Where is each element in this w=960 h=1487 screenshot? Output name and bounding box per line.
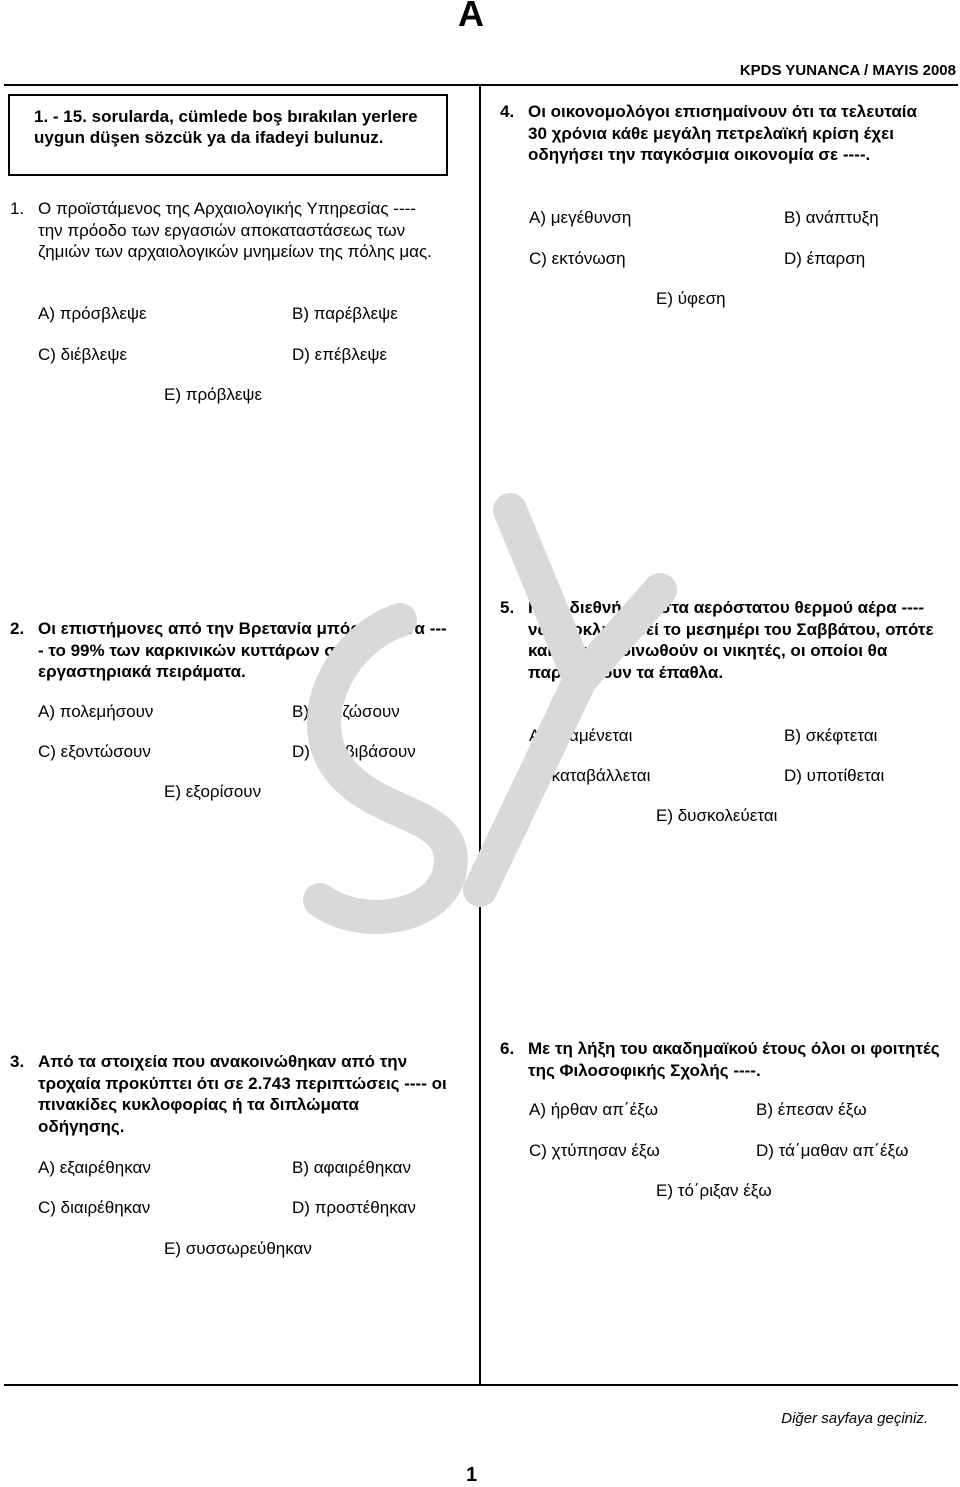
question-6 bbox=[500, 1038, 940, 1081]
question-4 bbox=[500, 101, 940, 166]
option-c[interactable]: C) εξοντώσουν bbox=[38, 742, 151, 761]
question-stem: Ο προϊστάμενος της Αρχαιολογικής Υπηρεσίας ---- την πρόοδο των εργασιών αποκαταστάσεως των ζημιών των αρχαιολογικών μνημείων της πόλης μας. bbox=[38, 199, 432, 262]
question-5 bbox=[500, 597, 940, 683]
instruction-box: 1. - 15. sorularda, cümlede boş bırakılan yerlere uygun düşen sözcük ya da ifadeyi bulunuz. bbox=[8, 94, 448, 176]
option-d[interactable]: D) υποτίθεται bbox=[784, 766, 885, 785]
option-a[interactable]: A) μεγέθυνση bbox=[529, 208, 632, 227]
option-d[interactable]: D) έπαρση bbox=[784, 249, 866, 268]
top-rule bbox=[4, 84, 958, 86]
question-number: 2. bbox=[10, 619, 25, 638]
option-e[interactable]: E) ύφεση bbox=[656, 289, 726, 308]
option-e[interactable]: E) εξορίσουν bbox=[164, 782, 262, 801]
option-b[interactable]: B) έπεσαν έξω bbox=[756, 1100, 867, 1119]
column-divider bbox=[479, 84, 481, 1384]
option-b[interactable]: B) ανάπτυξη bbox=[784, 208, 879, 227]
question-stem: Οι οικονομολόγοι επισημαίνουν ότι τα τελευταία 30 χρόνια κάθε μεγάλη πετρελαϊκή κρίση έχει οδηγήσει την παγκόσμια οικονομία σε ----. bbox=[528, 102, 917, 165]
bottom-rule bbox=[4, 1384, 958, 1386]
question-stem: Οι επιστήμονες από την Βρετανία μπόρεσαν να ---- το 99% των καρκινικών κυττάρων σε εργαστηριακά πειράματα. bbox=[38, 619, 447, 682]
option-d[interactable]: D) τά΄μαθαν απ΄έξω bbox=[756, 1141, 909, 1160]
question-stem: Η 1η διεθνής φιέστα αερόστατου θερμού αέρα ---- να ολοκληρωθεί το μεσημέρι του Σαββάτου, οπότε και θα ανακοινωθούν οι νικητές, οι οποίοι θα παραλάβουν τα έπαθλα. bbox=[528, 598, 934, 682]
option-e[interactable]: E) τό΄ριξαν έξω bbox=[656, 1181, 772, 1200]
option-c[interactable]: C) χτύπησαν έξω bbox=[529, 1141, 660, 1160]
option-a[interactable]: A) πρόσβλεψε bbox=[38, 304, 147, 323]
option-a[interactable]: A) ήρθαν απ΄έξω bbox=[529, 1100, 659, 1119]
question-number: 5. bbox=[500, 598, 515, 617]
option-b[interactable]: B) αφαιρέθηκαν bbox=[292, 1158, 411, 1177]
option-a[interactable]: A) εξαιρέθηκαν bbox=[38, 1158, 151, 1177]
question-number: 3. bbox=[10, 1052, 25, 1071]
question-number: 4. bbox=[500, 102, 515, 121]
question-number: 1. bbox=[10, 199, 25, 218]
page-number: 1 bbox=[466, 1464, 478, 1486]
option-e[interactable]: E) δυσκολεύεται bbox=[656, 806, 778, 825]
option-b[interactable]: B) ξεριζώσουν bbox=[292, 702, 400, 721]
option-d[interactable]: D) επέβλεψε bbox=[292, 345, 388, 364]
question-1 bbox=[10, 198, 440, 263]
option-c[interactable]: C) διαιρέθηκαν bbox=[38, 1198, 151, 1217]
question-stem: Με τη λήξη του ακαδημαϊκού έτους όλοι οι φοιτητές της Φιλοσοφικής Σχολής ----. bbox=[528, 1039, 940, 1080]
option-b[interactable]: B) σκέφτεται bbox=[784, 726, 878, 745]
question-3 bbox=[10, 1051, 450, 1137]
option-d[interactable]: D) προστέθηκαν bbox=[292, 1198, 416, 1217]
option-e[interactable]: E) συσσωρεύθηκαν bbox=[164, 1239, 312, 1258]
exam-title: KPDS YUNANCA / MAYIS 2008 bbox=[739, 62, 956, 79]
option-c[interactable]: C) εκτόνωση bbox=[529, 249, 626, 268]
option-a[interactable]: A) αναμένεται bbox=[529, 726, 633, 745]
question-2 bbox=[10, 618, 450, 683]
question-stem: Από τα στοιχεία που ανακοινώθηκαν από την τροχαία προκύπτει ότι σε 2.743 περιπτώσεις ---- οι πινακίδες κυκλοφορίας ή τα διπλώματα οδήγησης. bbox=[38, 1052, 447, 1136]
option-a[interactable]: A) πολεμήσουν bbox=[38, 702, 154, 721]
option-c[interactable]: C) καταβάλλεται bbox=[529, 766, 651, 785]
next-page-note: Diğer sayfaya geçiniz. bbox=[781, 1410, 928, 1427]
option-e[interactable]: E) πρόβλεψε bbox=[164, 385, 263, 404]
option-c[interactable]: C) διέβλεψε bbox=[38, 345, 128, 364]
option-b[interactable]: B) παρέβλεψε bbox=[292, 304, 398, 323]
question-number: 6. bbox=[500, 1039, 515, 1058]
option-d[interactable]: D) υποβιβάσουν bbox=[292, 742, 416, 761]
booklet-letter: A bbox=[458, 0, 484, 34]
